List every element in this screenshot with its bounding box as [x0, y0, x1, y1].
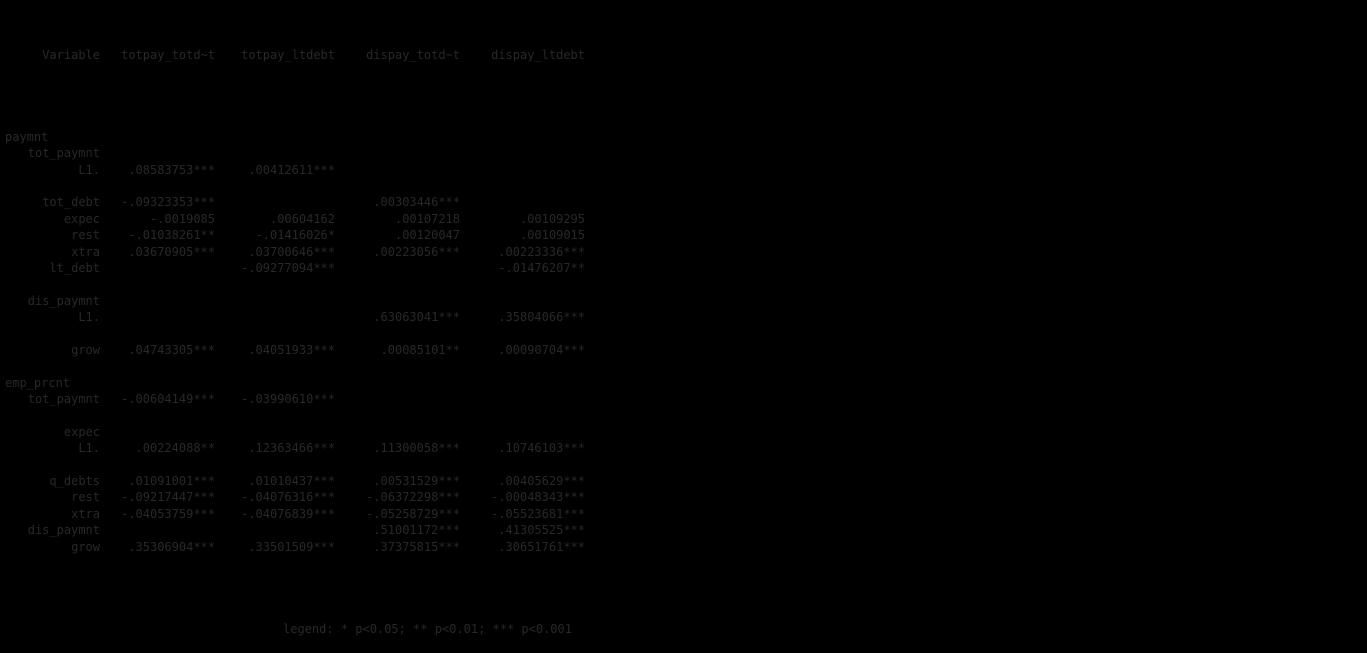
row-label: [0, 276, 100, 292]
cell-value: [215, 407, 335, 423]
cell-value: .00412611***: [248, 162, 335, 177]
cell-value: [460, 194, 585, 210]
cell-value: [100, 424, 215, 440]
cell-value: [215, 129, 335, 145]
cell-value: .03670905***: [128, 244, 215, 259]
row-label: [0, 326, 100, 342]
blank-row: [0, 178, 1367, 194]
table-row: [0, 260, 1367, 276]
row-label: rest: [71, 490, 100, 505]
cell-value: .00090704***: [498, 342, 585, 357]
cell-value: .41305525***: [498, 523, 585, 538]
cell-value: .35306904***: [128, 539, 215, 554]
table-row: [0, 129, 1367, 145]
cell-value: .03700646***: [248, 244, 335, 259]
row-label: paymnt: [5, 129, 49, 144]
cell-value: .00223056***: [373, 244, 460, 259]
cell-value: [100, 112, 215, 128]
table-row: [0, 194, 1367, 210]
cell-value: .51001172***: [373, 523, 460, 538]
cell-value: [460, 391, 585, 407]
cell-value: -.04076316***: [241, 490, 335, 505]
cell-value: [460, 129, 585, 145]
column-header-model-2: totpay_ltdebt: [241, 47, 335, 62]
blank-row: [0, 457, 1367, 473]
row-label: tot_paymnt: [27, 392, 100, 407]
table-row: [0, 211, 1367, 227]
cell-value: [335, 293, 460, 309]
cell-value: [100, 260, 215, 276]
cell-value: .00109015: [519, 228, 585, 243]
cell-value: [215, 194, 335, 210]
cell-value: [215, 145, 335, 161]
cell-value: -.0019085: [149, 211, 215, 226]
cell-value: .00405629***: [498, 474, 585, 489]
cell-value: [335, 457, 460, 473]
row-label: [0, 407, 100, 423]
table-row: [0, 227, 1367, 243]
row-label: [0, 457, 100, 473]
cell-value: [460, 178, 585, 194]
cell-value: [460, 162, 585, 178]
cell-value: [100, 129, 215, 145]
cell-value: [100, 375, 215, 391]
table-row: [0, 440, 1367, 456]
cell-value: -.04076839***: [241, 506, 335, 521]
table-row: [0, 293, 1367, 309]
cell-value: [335, 145, 460, 161]
row-label: grow: [71, 342, 100, 357]
cell-value: [215, 178, 335, 194]
blank-row: [0, 276, 1367, 292]
table-header-row: [0, 47, 1367, 63]
cell-value: [335, 162, 460, 178]
cell-value: [460, 407, 585, 423]
cell-value: [335, 391, 460, 407]
cell-value: [215, 276, 335, 292]
cell-value: -.01038261**: [128, 228, 215, 243]
row-label: [0, 112, 100, 128]
row-label: expec: [63, 211, 100, 226]
cell-value: [460, 112, 585, 128]
table-row: [0, 391, 1367, 407]
cell-value: .12363466***: [248, 441, 335, 456]
cell-value: [100, 276, 215, 292]
cell-value: -.03990610***: [241, 392, 335, 407]
cell-value: [335, 276, 460, 292]
cell-value: [100, 407, 215, 423]
cell-value: -.09323353***: [121, 195, 215, 210]
cell-value: [460, 358, 585, 374]
blank-row: [0, 358, 1367, 374]
row-label: q_debts: [49, 474, 100, 489]
table-row: [0, 342, 1367, 358]
cell-value: -.06372298***: [366, 490, 460, 505]
cell-value: [335, 178, 460, 194]
row-label: grow: [71, 539, 100, 554]
cell-value: [215, 375, 335, 391]
row-label: expec: [63, 424, 100, 439]
table-row: [0, 522, 1367, 538]
significance-legend: legend: * p<0.05; ** p<0.01; *** p<0.001: [283, 621, 572, 636]
cell-value: [215, 309, 335, 325]
cell-value: -.09217447***: [121, 490, 215, 505]
table-row: [0, 489, 1367, 505]
cell-value: [460, 145, 585, 161]
column-header-model-3: dispay_totd~t: [366, 47, 460, 62]
cell-value: [335, 424, 460, 440]
cell-value: [335, 407, 460, 423]
cell-value: .33501509***: [248, 539, 335, 554]
cell-value: -.09277094***: [241, 260, 335, 275]
table-row: [0, 244, 1367, 260]
row-label: tot_paymnt: [27, 146, 100, 161]
table-row: [0, 473, 1367, 489]
cell-value: .00120047: [394, 228, 460, 243]
cell-value: [215, 522, 335, 538]
cell-value: [215, 326, 335, 342]
cell-value: .01010437***: [248, 474, 335, 489]
column-header-variable: Variable: [42, 47, 100, 62]
cell-value: .00085101**: [380, 342, 460, 357]
cell-value: [460, 555, 585, 571]
row-label: rest: [71, 228, 100, 243]
row-label: dis_paymnt: [27, 523, 100, 538]
cell-value: [460, 293, 585, 309]
cell-value: .11300058***: [373, 441, 460, 456]
cell-value: [460, 424, 585, 440]
table-row: [0, 424, 1367, 440]
cell-value: .04051933***: [248, 342, 335, 357]
cell-value: .35804066***: [498, 310, 585, 325]
cell-value: .00223336***: [498, 244, 585, 259]
row-label: L1.: [78, 310, 100, 325]
cell-value: [460, 375, 585, 391]
cell-value: -.05258729***: [366, 506, 460, 521]
cell-value: .00224088**: [135, 441, 215, 456]
row-label: [0, 178, 100, 194]
cell-value: [460, 326, 585, 342]
cell-value: [100, 457, 215, 473]
cell-value: [335, 375, 460, 391]
table-body: [0, 112, 1367, 571]
cell-value: .04743305***: [128, 342, 215, 357]
row-label: dis_paymnt: [27, 293, 100, 308]
cell-value: [100, 522, 215, 538]
row-label: L1.: [78, 441, 100, 456]
row-label: [0, 555, 100, 571]
table-row: [0, 375, 1367, 391]
cell-value: [215, 358, 335, 374]
table-row: [0, 145, 1367, 161]
cell-value: .63063041***: [373, 310, 460, 325]
cell-value: [100, 555, 215, 571]
cell-value: [335, 326, 460, 342]
cell-value: [335, 555, 460, 571]
row-label: xtra: [71, 244, 100, 259]
cell-value: [100, 293, 215, 309]
cell-value: [215, 555, 335, 571]
cell-value: [335, 129, 460, 145]
cell-value: -.00604149***: [121, 392, 215, 407]
column-header-model-1: totpay_totd~t: [121, 47, 215, 62]
cell-value: .00303446***: [373, 195, 460, 210]
table-row: [0, 309, 1367, 325]
cell-value: -.01416026*: [255, 228, 335, 243]
cell-value: [460, 457, 585, 473]
row-label: [0, 358, 100, 374]
cell-value: .01091001***: [128, 474, 215, 489]
cell-value: .30651761***: [498, 539, 585, 554]
cell-value: [335, 260, 460, 276]
cell-value: -.00048343***: [491, 490, 585, 505]
row-label: emp_prcnt: [5, 375, 71, 390]
cell-value: .10746103***: [498, 441, 585, 456]
cell-value: [215, 112, 335, 128]
cell-value: [100, 309, 215, 325]
cell-value: [100, 326, 215, 342]
table-row: [0, 506, 1367, 522]
table-row: [0, 162, 1367, 178]
row-label: tot_debt: [42, 195, 100, 210]
cell-value: [460, 276, 585, 292]
cell-value: -.04053759***: [121, 506, 215, 521]
row-label: xtra: [71, 506, 100, 521]
cell-value: .00109295: [519, 211, 585, 226]
cell-value: [215, 424, 335, 440]
cell-value: [335, 358, 460, 374]
table-row: [0, 539, 1367, 555]
cell-value: -.01476207**: [498, 260, 585, 275]
cell-value: [100, 145, 215, 161]
blank-row: [0, 555, 1367, 571]
blank-row: [0, 407, 1367, 423]
blank-row: [0, 112, 1367, 128]
cell-value: [100, 178, 215, 194]
cell-value: .00107218: [394, 211, 460, 226]
cell-value: .37375815***: [373, 539, 460, 554]
cell-value: .08583753***: [128, 162, 215, 177]
row-label: L1.: [78, 162, 100, 177]
cell-value: [100, 358, 215, 374]
cell-value: [335, 112, 460, 128]
cell-value: .00604162: [269, 211, 335, 226]
cell-value: -.05523681***: [491, 506, 585, 521]
column-header-model-4: dispay_ltdebt: [491, 47, 585, 62]
cell-value: [215, 457, 335, 473]
cell-value: .00531529***: [373, 474, 460, 489]
row-label: lt_debt: [49, 260, 100, 275]
blank-row: [0, 326, 1367, 342]
cell-value: [215, 293, 335, 309]
